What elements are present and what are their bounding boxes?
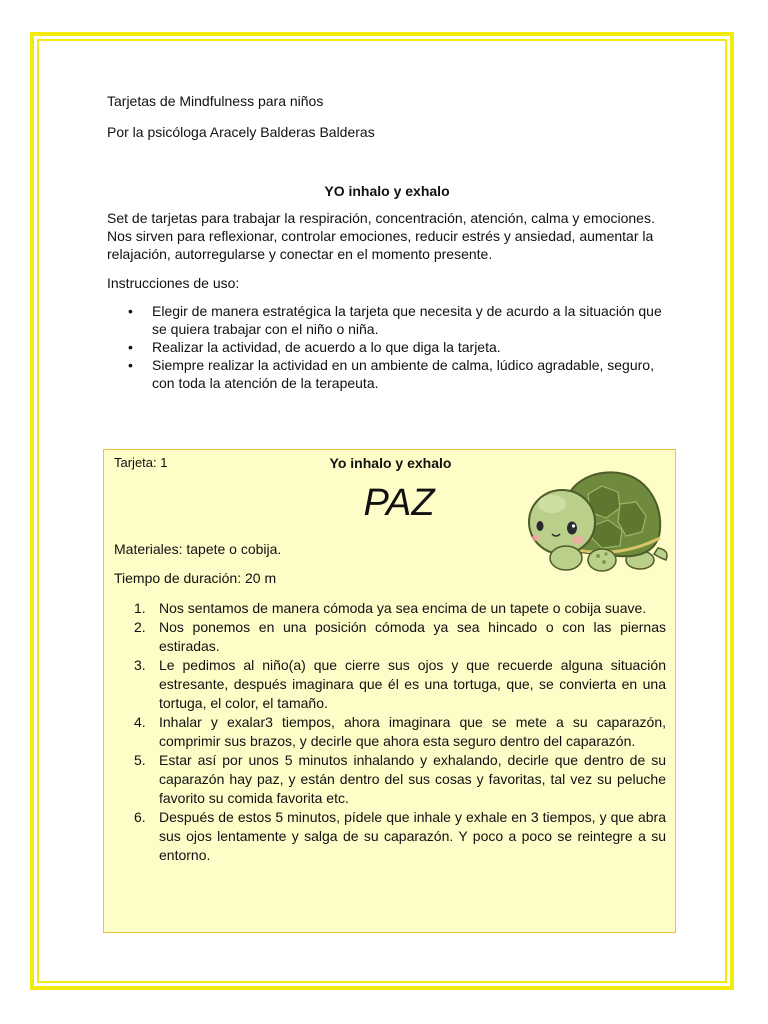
step-text: Inhalar y exalar3 tiempos, ahora imaginara que se mete a su caparazón, comprimir sus brazos, y decirle que ahora esta seguro dentro del caparazón. <box>159 714 666 749</box>
materials-line: Materiales: tapete o cobija. <box>114 541 282 557</box>
step-number: 5. <box>134 752 146 768</box>
list-item-text: Elegir de manera estratégica la tarjeta que necesita y de acurdo a la situación que se quiera trabajar con el niño o niña. <box>152 303 662 337</box>
intro-paragraph: Set de tarjetas para trabajar la respiración, concentración, atención, calma y emociones. Nos sirven para reflexionar, controlar emociones, reducir estrés y ansiedad, aumentar la relajación, autorregularse y conectar en el momento presente. <box>107 210 655 262</box>
document-title: Tarjetas de Mindfulness para niños <box>107 93 324 109</box>
list-item <box>107 338 667 356</box>
steps-list <box>114 599 666 865</box>
section-heading: YO inhalo y exhalo <box>324 183 450 199</box>
duration-line: Tiempo de duración: 20 m <box>114 570 277 586</box>
list-item <box>114 751 666 808</box>
step-number: 1. <box>134 600 146 616</box>
instructions-list <box>107 302 667 392</box>
list-item-text: Siempre realizar la actividad en un ambiente de calma, lúdico agradable, seguro, con toda la atención de la terapeuta. <box>152 357 654 391</box>
bullet-marker: • <box>128 357 133 373</box>
step-text: Nos ponemos en una posición cómoda ya sea hincado o con las piernas estiradas. <box>159 619 666 654</box>
step-text: Estar así por unos 5 minutos inhalando y exhalando, decirle que dentro de su caparazón hay paz, y están dentro del sus cosas y favoritas, tal vez su peluche favorito su comida favorita etc. <box>159 752 666 806</box>
list-item <box>114 656 666 713</box>
author-line: Por la psicóloga Aracely Balderas Balderas <box>107 124 375 140</box>
list-item <box>107 302 667 338</box>
list-item <box>114 713 666 751</box>
list-item <box>114 808 666 865</box>
card-number: Tarjeta: 1 <box>114 455 168 470</box>
turtle-icon <box>522 464 670 572</box>
step-number: 2. <box>134 619 146 635</box>
list-item <box>114 599 666 618</box>
list-item <box>107 356 667 392</box>
step-text: Nos sentamos de manera cómoda ya sea encima de un tapete o cobija suave. <box>159 600 647 616</box>
step-number: 3. <box>134 657 146 673</box>
step-number: 4. <box>134 714 146 730</box>
card-keyword: PAZ <box>363 482 435 524</box>
list-item <box>114 618 666 656</box>
bullet-marker: • <box>128 303 133 319</box>
card-title: Yo inhalo y exhalo <box>329 455 452 471</box>
bullet-marker: • <box>128 339 133 355</box>
step-text: Después de estos 5 minutos, pídele que inhale y exhale en 3 tiempos, y que abra sus ojos lentamente y salga de su caparazón. Y poco a poco se reintegre a su entorno. <box>159 809 666 863</box>
step-text: Le pedimos al niño(a) que cierre sus ojos y que recuerde alguna situación estresante, después imaginara que él es una tortuga, que, se convierta en una tortuga, el color, el tamaño. <box>159 657 666 711</box>
document-body <box>107 92 667 392</box>
list-item-text: Realizar la actividad, de acuerdo a lo que diga la tarjeta. <box>152 339 501 355</box>
step-number: 6. <box>134 809 146 825</box>
instructions-label: Instrucciones de uso: <box>107 275 240 291</box>
activity-card <box>103 449 676 933</box>
